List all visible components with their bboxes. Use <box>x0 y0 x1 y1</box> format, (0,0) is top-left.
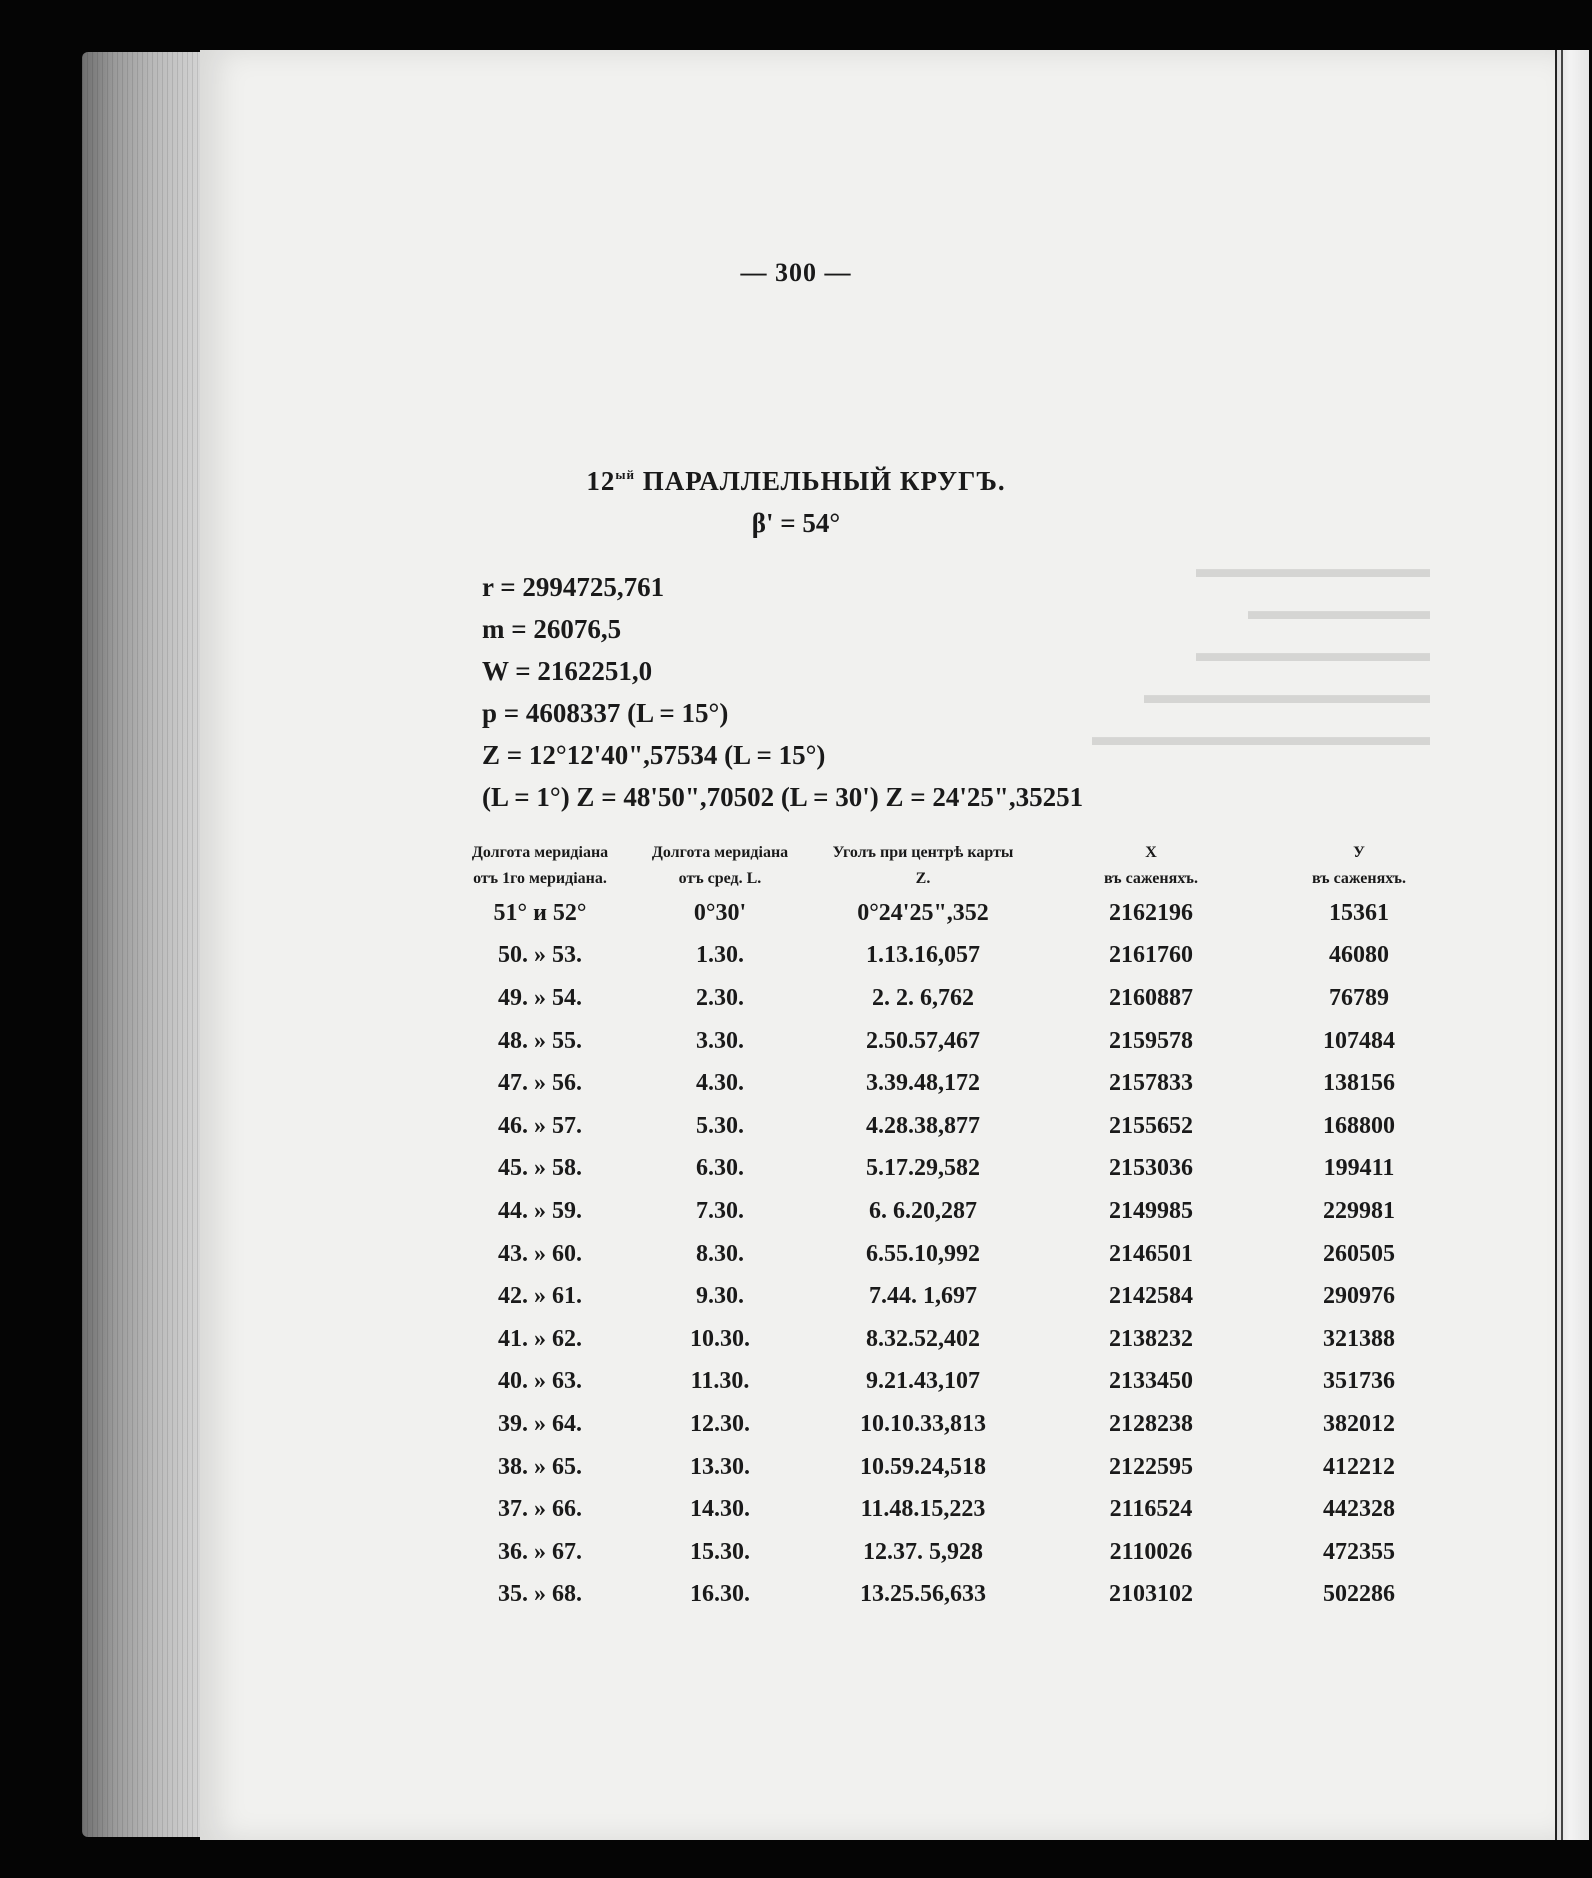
cell-x: 2149985 <box>1109 1197 1193 1224</box>
table-row <box>448 1105 1454 1148</box>
cell-meridian-pair: 50. » 53. <box>498 942 582 969</box>
param-z-steps: (L = 1°) Z = 48'50",70502 (L = 30') Z = 24'25",35251 <box>482 782 1084 812</box>
cell-longitude-from-mid: 0°30' <box>693 899 747 926</box>
cell-meridian-pair: 37. » 66. <box>498 1496 582 1523</box>
param-w: W = 2162251,0 <box>482 656 653 686</box>
cell-longitude-from-mid: 16.30. <box>690 1581 750 1608</box>
table-row <box>448 935 1454 978</box>
cell-meridian-pair: 40. » 63. <box>498 1368 582 1395</box>
cell-center-angle: 11.48.15,223 <box>860 1496 986 1523</box>
cell-center-angle: 0°24'25",352 <box>857 899 989 926</box>
table-header-row <box>448 840 1454 892</box>
header-line: У <box>1353 844 1365 861</box>
table-row <box>448 1233 1454 1276</box>
table-row <box>448 1275 1454 1318</box>
cell-longitude-from-mid: 5.30. <box>696 1112 744 1139</box>
cell-center-angle: 12.37. 5,928 <box>863 1538 983 1565</box>
header-meridian-longitude <box>448 840 632 892</box>
header-line: Долгота меридіана <box>471 844 609 861</box>
cell-center-angle: 4.28.38,877 <box>866 1112 980 1139</box>
cell-y: 15361 <box>1329 899 1389 926</box>
cell-longitude-from-mid: 15.30. <box>690 1538 750 1565</box>
cell-y: 351736 <box>1323 1368 1395 1395</box>
title-ordinal <box>586 466 635 496</box>
cell-longitude-from-mid: 10.30. <box>690 1325 750 1352</box>
cell-center-angle: 8.32.52,402 <box>866 1325 980 1352</box>
cell-y: 321388 <box>1323 1325 1395 1352</box>
header-line: Долгота меридіана <box>651 844 789 861</box>
cell-y: 442328 <box>1323 1496 1395 1523</box>
table-row <box>448 1531 1454 1574</box>
cell-center-angle: 5.17.29,582 <box>866 1155 980 1182</box>
table-row <box>448 1020 1454 1063</box>
param-z: Z = 12°12'40",57534 (L = 15°) <box>482 740 826 770</box>
param-p: p = 4608337 (L = 15°) <box>482 698 729 728</box>
cell-x: 2110026 <box>1109 1538 1193 1565</box>
cell-y: 502286 <box>1323 1581 1395 1608</box>
cell-meridian-pair: 35. » 68. <box>498 1581 582 1608</box>
cell-meridian-pair: 47. » 56. <box>498 1070 582 1097</box>
cell-y: 290976 <box>1323 1283 1395 1310</box>
cell-longitude-from-mid: 7.30. <box>696 1197 744 1224</box>
table-row <box>448 1148 1454 1191</box>
cell-meridian-pair: 36. » 67. <box>498 1538 582 1565</box>
title-text: ПАРАЛЛЕЛЬНЫЙ КРУГЪ. <box>642 466 1006 496</box>
book-page-edges <box>82 52 212 1837</box>
table-row <box>448 1446 1454 1489</box>
header-center-angle <box>808 840 1038 892</box>
table-row <box>448 1318 1454 1361</box>
table-body <box>448 892 1454 1616</box>
cell-meridian-pair: 39. » 64. <box>498 1410 582 1437</box>
cell-longitude-from-mid: 6.30. <box>696 1155 744 1182</box>
cell-x: 2161760 <box>1109 942 1193 969</box>
cell-center-angle: 10.10.33,813 <box>860 1410 986 1437</box>
param-r: r = 2994725,761 <box>482 572 665 602</box>
cell-meridian-pair: 51° и 52° <box>493 899 587 926</box>
cell-meridian-pair: 48. » 55. <box>498 1027 582 1054</box>
cell-x: 2162196 <box>1109 899 1193 926</box>
cell-y: 107484 <box>1323 1027 1395 1054</box>
cell-center-angle: 2.50.57,467 <box>866 1027 980 1054</box>
cell-center-angle: 7.44. 1,697 <box>869 1283 977 1310</box>
cell-x: 2159578 <box>1109 1027 1193 1054</box>
cell-center-angle: 9.21.43,107 <box>866 1368 980 1395</box>
cell-x: 2122595 <box>1109 1453 1193 1480</box>
title-ordinal-suffix: ый <box>615 467 635 482</box>
cell-y: 199411 <box>1323 1155 1395 1182</box>
param-m: m = 26076,5 <box>482 614 622 644</box>
cell-longitude-from-mid: 14.30. <box>690 1496 750 1523</box>
cell-x: 2155652 <box>1109 1112 1193 1139</box>
title-ordinal-number: 12 <box>586 466 616 496</box>
cell-x: 2116524 <box>1109 1496 1193 1523</box>
cell-x: 2146501 <box>1109 1240 1193 1267</box>
cell-y: 412212 <box>1323 1453 1395 1480</box>
table-row <box>448 1488 1454 1531</box>
cell-longitude-from-mid: 2.30. <box>696 984 744 1011</box>
cell-y: 138156 <box>1323 1070 1395 1097</box>
parameter-list <box>482 566 1083 818</box>
cell-longitude-from-mid: 3.30. <box>696 1027 744 1054</box>
cell-longitude-from-mid: 13.30. <box>690 1453 750 1480</box>
cell-center-angle: 3.39.48,172 <box>866 1070 980 1097</box>
cell-meridian-pair: 44. » 59. <box>498 1197 582 1224</box>
next-page-sliver <box>1555 50 1589 1840</box>
cell-x: 2103102 <box>1109 1581 1193 1608</box>
table-row <box>448 1062 1454 1105</box>
cell-meridian-pair: 45. » 58. <box>498 1155 582 1182</box>
cell-center-angle: 6. 6.20,287 <box>869 1197 977 1224</box>
cell-longitude-from-mid: 12.30. <box>690 1410 750 1437</box>
cell-x: 2153036 <box>1109 1155 1193 1182</box>
header-line: Z. <box>915 870 931 887</box>
cell-x: 2138232 <box>1109 1325 1193 1352</box>
section-title <box>0 466 1592 497</box>
coordinates-table <box>448 840 1454 1616</box>
cell-y: 229981 <box>1323 1197 1395 1224</box>
cell-center-angle: 2. 2. 6,762 <box>872 984 974 1011</box>
cell-longitude-from-mid: 11.30. <box>690 1368 750 1395</box>
table-row <box>448 1190 1454 1233</box>
table-row <box>448 977 1454 1020</box>
page-number: — 300 — <box>740 258 852 287</box>
cell-x: 2142584 <box>1109 1283 1193 1310</box>
cell-meridian-pair: 38. » 65. <box>498 1453 582 1480</box>
cell-y: 168800 <box>1323 1112 1395 1139</box>
header-line: Уголъ при центрѣ карты <box>832 844 1014 861</box>
table-row <box>448 892 1454 935</box>
table-row <box>448 1403 1454 1446</box>
cell-meridian-pair: 41. » 62. <box>498 1325 582 1352</box>
header-line: отъ 1го меридіана. <box>473 870 607 887</box>
cell-y: 46080 <box>1329 942 1389 969</box>
cell-meridian-pair: 42. » 61. <box>498 1283 582 1310</box>
cell-longitude-from-mid: 8.30. <box>696 1240 744 1267</box>
header-y <box>1264 840 1454 892</box>
cell-center-angle: 6.55.10,992 <box>866 1240 980 1267</box>
cell-y: 76789 <box>1329 984 1389 1011</box>
cell-longitude-from-mid: 1.30. <box>696 942 744 969</box>
table-row <box>448 1574 1454 1617</box>
cell-y: 260505 <box>1323 1240 1395 1267</box>
page-edge-lines <box>82 52 212 1837</box>
cell-longitude-from-mid: 4.30. <box>696 1070 744 1097</box>
cell-x: 2157833 <box>1109 1070 1193 1097</box>
cell-meridian-pair: 49. » 54. <box>498 984 582 1011</box>
cell-x: 2160887 <box>1109 984 1193 1011</box>
header-line: въ саженяхъ. <box>1312 870 1406 887</box>
header-longitude-from-mid <box>632 840 808 892</box>
cell-meridian-pair: 43. » 60. <box>498 1240 582 1267</box>
cell-longitude-from-mid: 9.30. <box>696 1283 744 1310</box>
cell-x: 2128238 <box>1109 1410 1193 1437</box>
cell-center-angle: 13.25.56,633 <box>860 1581 986 1608</box>
cell-center-angle: 10.59.24,518 <box>860 1453 986 1480</box>
cell-center-angle: 1.13.16,057 <box>866 942 980 969</box>
beta-equation: β' = 54° <box>751 508 841 538</box>
cell-x: 2133450 <box>1109 1368 1193 1395</box>
header-x <box>1038 840 1264 892</box>
cell-y: 382012 <box>1323 1410 1395 1437</box>
cell-meridian-pair: 46. » 57. <box>498 1112 582 1139</box>
table-row <box>448 1361 1454 1404</box>
header-line: отъ сред. L. <box>678 870 762 887</box>
header-line: въ саженяхъ. <box>1104 870 1198 887</box>
cell-y: 472355 <box>1323 1538 1395 1565</box>
header-line: X <box>1145 844 1157 861</box>
